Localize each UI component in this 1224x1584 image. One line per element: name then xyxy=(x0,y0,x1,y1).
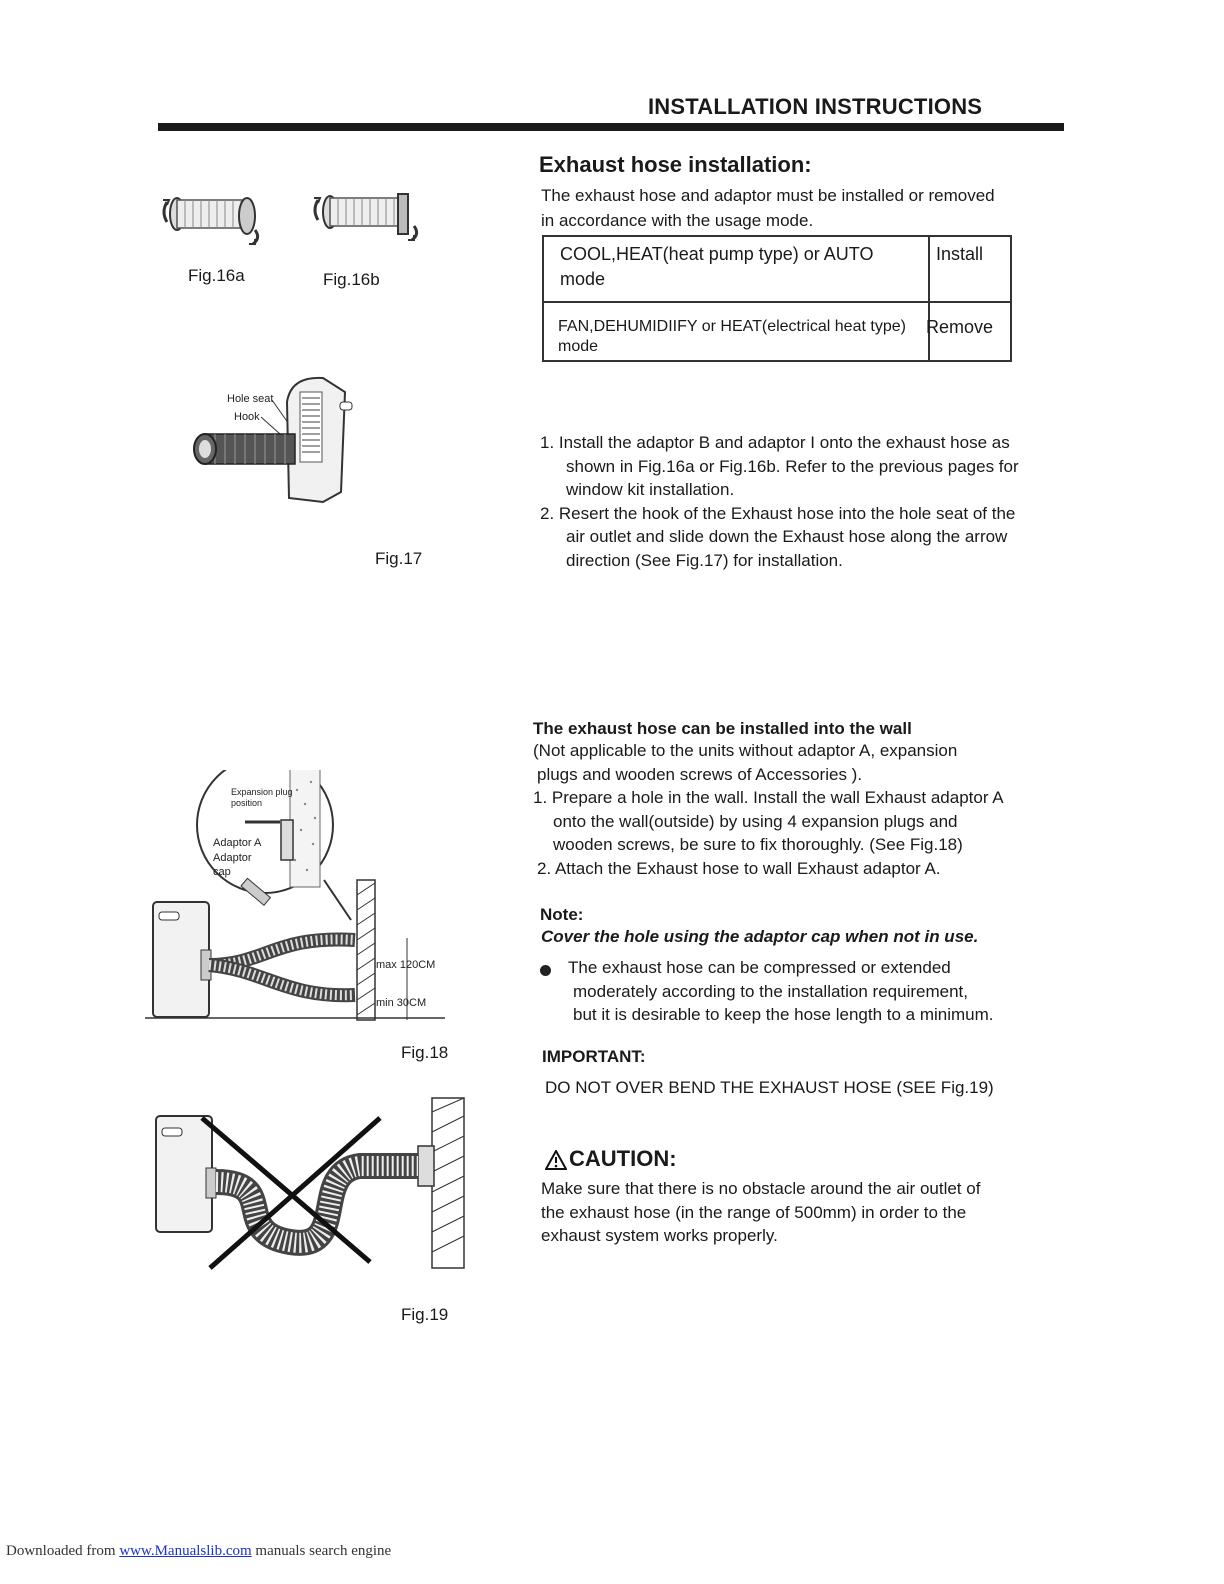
fig16b-caption: Fig.16b xyxy=(323,270,380,289)
step1-line2: shown in Fig.16a or Fig.16b. Refer to the previous pages for xyxy=(566,456,1019,476)
bullet-line1: The exhaust hose can be compressed or extended xyxy=(568,958,951,977)
table-row2-mode-line1: FAN,DEHUMIDIIFY or HEAT(electrical heat type) xyxy=(558,318,906,335)
manualslib-link[interactable]: www.Manualslib.com xyxy=(119,1543,252,1559)
caution-line2: the exhaust hose (in the range of 500mm) in order to the xyxy=(541,1202,967,1222)
step1-line3: window kit installation. xyxy=(566,480,735,499)
fig17-illustration xyxy=(185,372,375,512)
table-row2-mode-line2: mode xyxy=(558,338,599,355)
fig18-cap-label: cap xyxy=(213,866,231,878)
step2-line1: 2. Resert the hook of the Exhaust hose into the hole seat of the xyxy=(540,503,1016,523)
caution-line1: Make sure that there is no obstacle around the air outlet of xyxy=(541,1179,981,1198)
fig18-max-label: max 120CM xyxy=(376,959,436,971)
exhaust-hose-drawing xyxy=(194,434,295,464)
fig17-hook-label: Hook xyxy=(234,411,260,423)
table-row1-action: Install xyxy=(936,244,984,264)
table-divider-horizontal xyxy=(544,301,1010,303)
step1-line1: 1. Install the adaptor B and adaptor I onto the exhaust hose as xyxy=(540,433,1010,452)
bullet-icon xyxy=(540,965,551,976)
portable-ac-unit-drawing xyxy=(153,902,211,1017)
fig17-hole-seat-label: Hole seat xyxy=(227,393,274,405)
wall-step1-line3: wooden screws, be sure to fix thoroughly. (See Fig.18) xyxy=(553,835,963,854)
fig16-illustration xyxy=(155,188,445,258)
header-rule xyxy=(158,123,1064,131)
bullet-line2: moderately according to the installation requirement, xyxy=(573,981,968,1001)
important-text: DO NOT OVER BEND THE EXHAUST HOSE (SEE Fig.19) xyxy=(545,1078,994,1097)
fig16a-caption: Fig.16a xyxy=(188,266,245,285)
wall-drawing xyxy=(357,880,375,1020)
usage-mode-table xyxy=(542,235,1012,362)
page-header-title: INSTALLATION INSTRUCTIONS xyxy=(648,94,983,119)
wall-install-title: The exhaust hose can be installed into the wall xyxy=(533,719,912,738)
fig18-caption: Fig.18 xyxy=(401,1043,449,1062)
table-divider-vertical xyxy=(928,237,930,360)
caution-label: CAUTION: xyxy=(569,1146,677,1171)
fig18-min-label: min 30CM xyxy=(376,997,427,1009)
fig17-caption: Fig.17 xyxy=(375,549,423,568)
portable-ac-unit-drawing xyxy=(156,1116,216,1232)
note-label: Note: xyxy=(540,905,584,924)
fig19-illustration xyxy=(150,1092,470,1272)
wall-step1-line2: onto the wall(outside) by using 4 expansion plugs and xyxy=(553,811,958,831)
fig18-expansion-plug-label: Expansion plug xyxy=(231,787,293,797)
fig18-adaptor-label: Adaptor xyxy=(213,852,252,864)
wall-note-line2: plugs and wooden screws of Accessories ). xyxy=(537,764,863,784)
warning-triangle-icon xyxy=(545,1150,567,1170)
fig18-position-label: position xyxy=(231,798,263,808)
footer-prefix: Downloaded from xyxy=(6,1543,116,1559)
wall-note-line1: (Not applicable to the units without adaptor A, expansion xyxy=(533,741,958,760)
hose-adaptor-b-drawing xyxy=(314,194,417,240)
hose-routes-drawing xyxy=(209,939,355,995)
table-row1-mode-line1: COOL,HEAT(heat pump type) or AUTO xyxy=(560,244,874,264)
footer-suffix: manuals search engine xyxy=(255,1543,392,1559)
table-row1-mode-line2: mode xyxy=(560,269,606,289)
hose-adaptor-a-drawing xyxy=(163,198,258,244)
footer xyxy=(6,1543,391,1560)
fig18-adaptor-a-label: Adaptor A xyxy=(213,837,262,849)
wall-step1-line1: 1. Prepare a hole in the wall. Install the wall Exhaust adaptor A xyxy=(533,788,1004,807)
important-label: IMPORTANT: xyxy=(542,1047,646,1066)
portable-ac-unit-drawing xyxy=(287,378,352,502)
wall-install-body xyxy=(533,739,1073,880)
fig18-illustration xyxy=(145,770,455,1030)
fig19-caption: Fig.19 xyxy=(401,1305,449,1324)
note-bullet-text xyxy=(568,956,1088,1027)
section1-steps xyxy=(540,431,1070,572)
note-text: Cover the hole using the adaptor cap when not in use. xyxy=(541,927,979,946)
step2-line2: air outlet and slide down the Exhaust hose along the arrow xyxy=(566,527,1008,546)
over-bent-hose-drawing xyxy=(216,1166,418,1243)
step2-line3: direction (See Fig.17) for installation. xyxy=(566,550,843,570)
intro-line-1: The exhaust hose and adaptor must be installed or removed xyxy=(541,186,995,205)
table-row2-action: Remove xyxy=(926,317,994,337)
exhaust-hose-installation-title: Exhaust hose installation: xyxy=(539,152,812,177)
bullet-line3: but it is desirable to keep the hose length to a minimum. xyxy=(573,1005,994,1024)
caution-text xyxy=(541,1177,1061,1248)
wall-drawing xyxy=(418,1098,464,1268)
intro-line-2: in accordance with the usage mode. xyxy=(541,211,814,230)
caution-line3: exhaust system works properly. xyxy=(541,1226,778,1245)
wall-step2: 2. Attach the Exhaust hose to wall Exhaust adaptor A. xyxy=(537,858,941,878)
